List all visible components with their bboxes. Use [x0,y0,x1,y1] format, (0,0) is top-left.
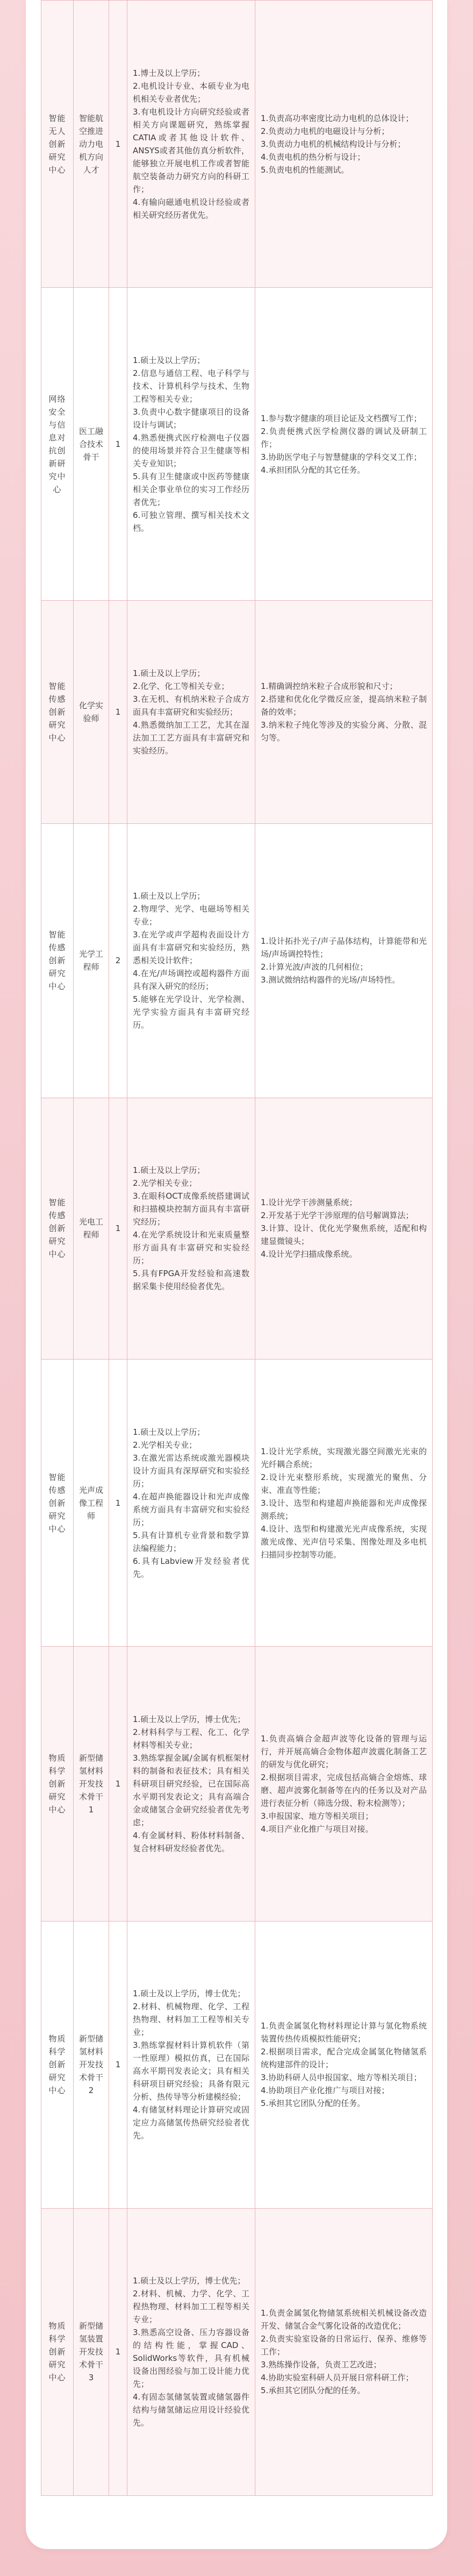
requirements-cell [127,1,255,288]
requirements-cell [127,1098,255,1359]
requirement-item: 2.材料科学与工程、化工、化学材料等相关专业； [133,1727,249,1750]
duties-cell [255,288,433,601]
duty-item: 1.精确调控纳米粒子合成形貌和尺寸； [261,681,398,692]
department-cell: 智能传感创新研究中心 [41,1098,74,1359]
requirement-item: 5.能够在光学设计、光学检测、光学实验方面具有丰富研究经历。 [133,994,249,1030]
duties-cell [255,1360,433,1647]
headcount-cell: 1 [109,1921,127,2208]
requirement-item: 2.光学相关专业； [133,1178,197,1189]
requirement-item: 3.负责中心数字健康项目的设备设计与调试； [133,407,249,430]
duty-item: 4.协助实验室科研人员开展日常科研工作； [261,2373,414,2383]
requirement-item: 1.硕士及以上学历，博士优先； [133,2276,246,2286]
duty-item: 3.协助科研人员申报国家、地方等相关项目； [261,2073,422,2083]
department-cell: 物质科学创新研究中心 [41,2208,74,2495]
position-cell: 新型储氢装置开发技术骨干3 [74,2208,109,2495]
requirement-item: 1.硕士及以上学历； [133,668,205,679]
requirement-item: 2.物理学、光学、电磁场等相关专业； [133,904,249,927]
job-row [41,1098,433,1359]
duty-item: 5.承担其它团队分配的任务。 [261,2386,366,2396]
job-table-wrapper [41,0,432,2496]
duty-item: 1.参与数字健康的项目论证及文档撰写工作； [261,413,422,423]
duty-item: 1.负责金属氢化物储氢系统相关机械设备改造开发、储氢合金气雾化设备的改造优化； [261,2308,427,2331]
requirement-item: 4.有储氢材料理论计算研究或固定应力高储氢传热研究经验者优先。 [133,2105,249,2141]
requirement-item: 4.有金属材料、粉体材料制备、复合材料研发经验者优先。 [133,1830,249,1853]
job-row [41,288,433,601]
requirement-item: 3.在光学或声学超构表面设计方面具有丰富研究和实验经历，熟悉相关设计软件； [133,930,249,966]
requirement-item: 1.博士及以上学历； [133,68,205,78]
duties-cell [255,823,433,1098]
requirement-item: 2.电机设计专业、本硕专业为电机相关专业者优先； [133,81,249,104]
requirements-cell [127,1360,255,1647]
position-cell: 化学实验师 [74,601,109,823]
department-cell: 智能传感创新研究中心 [41,823,74,1098]
department-cell: 智能无人创新研究中心 [41,1,74,288]
requirement-item: 4.在超声换能器设计和光声成像系统方面具有丰富研究和实验经历； [133,1491,249,1527]
requirement-item: 2.信息与通信工程、电子科学与技术、计算机科学与技术、生物工程等相关专业； [133,368,249,404]
duties-cell [255,1098,433,1359]
position-cell: 光电工程师 [74,1098,109,1359]
duties-cell [255,2208,433,2495]
requirement-item: 1.硕士及以上学历，博士优先； [133,1714,246,1724]
duty-item: 4.协助项目产业化推广与项目对接； [261,2086,390,2096]
requirement-item: 5.具有计算机专业背景和数学算法编程能力； [133,1530,249,1553]
duty-item: 1.负责高熵合金超声波等化设备的管理与运行，并开展高熵合金物体超声波震化制备工艺的研发与优化研究； [261,1733,427,1769]
requirement-item: 2.化学、化工等相关专业； [133,681,230,692]
department-cell: 智能传感创新研究中心 [41,601,74,823]
duty-item: 2.负责动力电机的电磁设计与分析； [261,126,390,136]
requirement-item: 6.具有Labview开发经验者优先。 [133,1556,249,1579]
requirements-cell [127,2208,255,2495]
requirement-item: 3.在眼科OCT成像系统搭建调试和扫描模块控制方面具有丰富研究经历； [133,1191,249,1227]
requirement-item: 3.在激光雷达系统或激光器模块设计方面具有深厚研究和实验经历； [133,1453,249,1489]
requirement-item: 4.有输向磁通电机设计经验或者相关研究经历者优先。 [133,197,249,220]
department-cell: 智能传感创新研究中心 [41,1360,74,1647]
requirement-item: 1.硕士及以上学历； [133,1165,205,1176]
position-cell: 光声成像工程师 [74,1360,109,1647]
duty-item: 2.根据项目需求，配合完成金属氢化物储氢系统构建部件的设计； [261,2047,427,2070]
duty-item: 3.纳米粒子纯化等涉及的实验分离、分散、混匀等。 [261,720,427,743]
requirement-item: 3.有电机设计方向研究经验或者相关方向课题研究，熟练掌握CATIA或者其他设计软件、ANSYS或者其他仿真分析软件，能够独立开展电机工作或者智能航空装备动力研究方向的科研工作； [133,106,249,194]
requirement-item: 4.熟悉便携式医疗检测电子仪器的使用场景并符合卫生健康等相关专业知识； [133,432,249,468]
requirement-item: 2.光学相关专业； [133,1440,197,1450]
duties-cell [255,1921,433,2208]
job-row [41,601,433,823]
duty-item: 1.设计光学干涉测量系统； [261,1198,357,1208]
headcount-cell: 1 [109,1360,127,1647]
duty-item: 1.负责金属氢化物材料理论计算与氢化物系统装置传热传质模拟性能研究； [261,2021,427,2044]
duty-item: 2.根据项目需求，完成包括高熵合金熔炼、球磨、超声波雾化制备等在内的任务以及对产品进行表征分析（筛选分级、粉末检测等）； [261,1772,427,1808]
requirement-item: 3.熟练掌握金属/金属有机框架材料的制备和表征技术；具有相关科研项目研究经验，已在国际高水平期刊发表论文；具有高端合金或储氢合金研究经验者优先考虑； [133,1753,249,1827]
requirement-item: 4.在光学系统设计和光束质量整形方面具有丰富研究和实验经历； [133,1230,249,1266]
requirement-item: 5.具有FPGA开发经验和高速数据采集卡使用经验者优先。 [133,1269,249,1292]
requirement-item: 3.在无机、有机纳米粒子合成方面具有丰富研究和实验经历； [133,694,249,717]
requirement-item: 4.熟悉微纳加工工艺，尤其在湿法加工工艺方面具有丰富研究和实验经历。 [133,720,249,756]
position-cell: 新型储氢材料开发技术骨干2 [74,1921,109,2208]
job-row [41,1921,433,2208]
headcount-cell: 1 [109,1647,127,1921]
requirement-item: 1.硕士及以上学历，博士优先； [133,1989,246,1999]
duties-cell [255,601,433,823]
requirement-item: 3.熟悉高空设备、压力容器设备的结构性能，掌握CAD、SolidWorks等软件，具有机械设备出图经验与加工设计能力优先； [133,2328,249,2389]
duty-item: 4.设计、选型和构建激光光声成像系统，实现激光成像、光声信号采集、图像处理及多电机扫描同步控制等功能。 [261,1524,427,1560]
requirements-cell [127,1921,255,2208]
duty-item: 2.计算光波/声波的几何相位； [261,962,368,972]
duty-item: 2.负责实验室设备的日常运行、保养、维修等工作； [261,2334,427,2357]
headcount-cell: 1 [109,1098,127,1359]
duty-item: 3.测试微纳结构器件的光场/声场特性。 [261,975,400,985]
duty-item: 3.协助医学电子与智慧健康的学科交叉工作； [261,452,422,462]
duty-item: 2.搭建和优化化学微反应釜，提高纳米粒子制备的效率； [261,694,427,717]
job-row [41,2208,433,2495]
duty-item: 5.承担其它团队分配的任务。 [261,2098,366,2109]
job-row [41,1,433,288]
position-cell: 智能航空推进动力电机方向人才 [74,1,109,288]
requirements-cell [127,1647,255,1921]
requirements-cell [127,288,255,601]
content-card [26,0,447,2549]
duties-cell [255,1647,433,1921]
headcount-cell: 1 [109,2208,127,2495]
requirement-item: 4.在光/声场调控或超构器件方面具有深入研究的经历； [133,969,249,992]
position-cell: 医工融合技术骨干 [74,288,109,601]
duty-item: 2.负责便携式医学检测仪器的调试及研制工作； [261,426,427,449]
requirement-item: 5.具有卫生健康或中医药等健康相关企事业单位的实习工作经历者优先； [133,471,249,507]
duty-item: 2.设计光束整形系统，实现激光的聚焦、分束、准直等性能； [261,1472,427,1495]
job-row [41,1360,433,1647]
position-cell: 新型储氢材料开发技术骨干1 [74,1647,109,1921]
duty-item: 1.负责高功率密度比动力电机的总体设计； [261,113,414,123]
job-table-body [41,1,433,2496]
duty-item: 1.设计光学系统，实现激光器空间激光光束的光纤耦合系统； [261,1446,427,1469]
job-table [41,0,433,2496]
job-row [41,1647,433,1921]
duty-item: 3.计算、设计、优化光学聚焦系统，适配和构建显微镜头； [261,1223,427,1247]
headcount-cell: 1 [109,288,127,601]
duty-item: 2.开发基于光学干涉原理的信号解调算法； [261,1211,414,1221]
department-cell: 网络安全与信息对抗创新研究中心 [41,288,74,601]
duties-cell [255,1,433,288]
position-cell: 光学工程师 [74,823,109,1098]
duty-item: 1.设计拓扑光子/声子晶体结构，计算能带和光场/声场调控特性； [261,936,427,959]
duty-item: 4.设计光学扫描成像系统。 [261,1249,357,1259]
job-row [41,823,433,1098]
duty-item: 4.承担团队分配的其它任务。 [261,465,366,475]
duty-item: 3.设计、选型和构建超声换能器和光声成像探测系统； [261,1498,427,1521]
duty-item: 5.负责电机的性能测试。 [261,165,349,175]
department-cell: 物质科学创新研究中心 [41,1921,74,2208]
requirement-item: 6.可独立管理、撰写相关技术文档。 [133,510,249,533]
requirement-item: 1.硕士及以上学历； [133,891,205,901]
requirement-item: 4.有固态氢储氢装置或储氢器件结构与储氢储运应用设计经验优先。 [133,2392,249,2428]
requirements-cell [127,601,255,823]
requirement-item: 2.材料、机械物理、化学、工程热物理、材料加工工程等相关专业； [133,2002,249,2038]
duty-item: 3.申报国家、地方等相关项目； [261,1811,374,1821]
requirements-cell [127,823,255,1098]
duty-item: 3.负责动力电机的机械结构设计与分析； [261,139,406,149]
requirement-item: 1.硕士及以上学历； [133,1427,205,1437]
requirement-item: 2.材料、机械、力学、化学、工程热物理、材料加工工程等相关专业； [133,2289,249,2325]
headcount-cell: 1 [109,1,127,288]
headcount-cell: 1 [109,601,127,823]
requirement-item: 1.硕士及以上学历； [133,355,205,365]
requirement-item: 3.熟练掌握材料计算机软件（第一性原理）模拟仿真，已在国际高水平期刊发表论文；具有相关科研项目研究经验；具备有限元分析、热传导等分析建模经验； [133,2040,249,2102]
department-cell: 物质科学创新研究中心 [41,1647,74,1921]
duty-item: 4.负责电机的热分析与设计； [261,152,366,162]
duty-item: 4.项目产业化推广与项目对接。 [261,1824,374,1834]
duty-item: 3.熟练操作设备，负责工艺改进； [261,2360,382,2370]
headcount-cell: 2 [109,823,127,1098]
